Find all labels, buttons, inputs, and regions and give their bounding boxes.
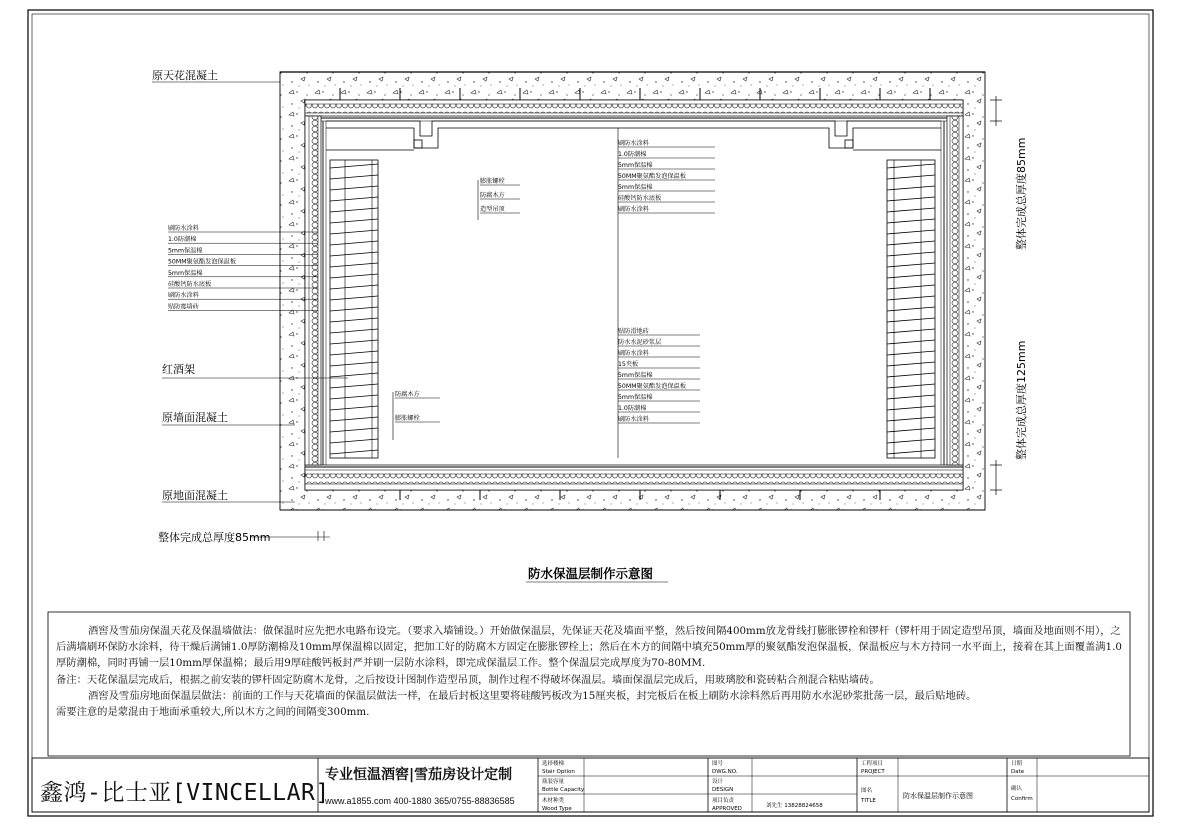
rack-rung	[330, 252, 378, 256]
floor-anchor-label: 防腐木方	[395, 391, 420, 398]
rack-rung	[330, 175, 378, 179]
note-paragraph-2: 备注：天花保温层完成后，根据之前安装的锣杆固定防腐木龙骨，之后按设计图制作造型吊顶，制作过程不得破坏保温层。墙面保温层完成后，用玻璃胶和瓷砖粘合剂混合粘贴墙砖。	[56, 673, 880, 686]
tb-design-en: DESIGN	[712, 787, 734, 793]
ceiling-anchor-label: 防腐木方	[480, 192, 505, 199]
brand-slogan: 专业恒温酒窖|雪茄房设计定制	[325, 767, 513, 783]
wall-layer-label: 5mm保温棉	[168, 269, 203, 277]
tb-bottle-capacity-en: Bottle Capacity	[542, 787, 585, 793]
rack-rung	[330, 197, 378, 201]
tb-date-en: Date	[1011, 769, 1025, 775]
tb-title-en: TITLE	[861, 798, 876, 804]
rack-rung	[330, 208, 378, 212]
rack-rung	[330, 439, 378, 443]
floor-anchor-label: 膨胀螺栓	[395, 415, 420, 422]
ceiling-layer-label: 5mm保温棉	[618, 184, 653, 191]
ceiling-anchor-label: 膨胀螺栓	[480, 178, 505, 185]
note-paragraph-1: 酒窖及雪茄房保温天花及保温墙做法：做保温时应先把水电路布设完。（要求入墙铺设。）开始做保温层，先保证天花及墙面平整，然后按间隔400mm放龙骨线打膨胀锣栓和锣杆（锣杆用于固定造型吊顶，墙面及地面则不用），之后满墙刷环保防水涂料，待干燥后满铺1.0厚防潮棉及10mm厚保温棉以固定，把加工好的防腐木方固定在膨胀锣栓上；然后在木方的间隔中填充50mm厚的聚氨酯发泡保温板，保温板应与木方持同一水平面上，接着在其上面覆盖满1.0厚防潮棉，同时再铺一层10mm厚保温棉；最后用9厚硅酸钙板封严并刷一层防水涂料，即完成保温层工作。整个保温层完成厚度为70-80MM.	[56, 625, 1122, 670]
brand-contact: www.a1855.com 400-1880 365/0755-88836585	[325, 796, 515, 806]
floor-layer-label: 15夹板	[618, 361, 639, 368]
rack-rung	[330, 164, 378, 168]
rack-rung	[330, 384, 378, 388]
rack-rung	[330, 395, 378, 399]
dimension-marks	[990, 96, 1002, 495]
layer-labels-wall-left	[168, 224, 236, 310]
tb-date-cn: 日期	[1011, 761, 1023, 767]
tb-approved-en: APPROVED	[712, 806, 742, 812]
callout-wall-concrete: 原墙面混凝土	[162, 411, 228, 424]
rack-rung	[330, 318, 378, 322]
floor-layer-label: 刷防水涂料	[618, 350, 649, 357]
dimension-right-bottom: 整体完成总厚度125mm	[1015, 340, 1028, 460]
tb-project-en: PROJECT	[861, 769, 885, 775]
rack-rung	[330, 263, 378, 267]
rack-rung	[330, 351, 378, 355]
rack-rung	[330, 340, 378, 344]
tb-title-cn: 图名	[861, 788, 873, 794]
floor-layer-label: 贴防滑地砖	[618, 328, 649, 335]
rack-rung	[330, 417, 378, 421]
floor-layer-label: 5mm保温棉	[618, 394, 653, 401]
rack-rung	[330, 285, 378, 289]
rack-rung	[330, 428, 378, 432]
tb-stair-option-en: Stair Option	[542, 769, 575, 775]
tb-bottle-capacity-cn: 瓶装容量	[542, 779, 565, 785]
rack-rung	[330, 373, 378, 377]
floor-layer-label: 1.0防潮棉	[618, 405, 647, 412]
rack-rung	[330, 186, 378, 190]
ceiling-layer-label: 刷防水涂料	[618, 140, 649, 147]
callout-ceiling-concrete: 原天花混凝土	[152, 69, 218, 82]
tb-approved-value: 刘先生 13828824658	[766, 803, 823, 809]
ceiling-layer-label: 1.0防潮棉	[618, 151, 647, 158]
callout-floor-concrete: 原地面混凝土	[162, 489, 228, 502]
rack-rung	[330, 450, 378, 454]
layer-labels-ceiling-left	[480, 177, 506, 213]
tb-dwg-no-en: DWG.NO.	[712, 769, 738, 775]
rack-rung	[330, 406, 378, 410]
rack-rung	[330, 219, 378, 223]
rack-rung	[330, 296, 378, 300]
note-paragraph-4: 需要注意的是蒙混由于地面承重较大,所以木方之间的间隔变300mm.	[56, 706, 370, 719]
dimension-right-top: 整体完成总厚度85mm	[1015, 137, 1028, 250]
layer-labels-floor-left	[395, 390, 421, 422]
ceiling-layer-label: 硅酸钙防水底板	[618, 195, 662, 202]
right-wall-insulation	[941, 116, 963, 465]
tb-confirm-en: Confirm	[1011, 796, 1033, 802]
wall-layer-label: 贴防霉墙砖	[168, 303, 199, 311]
ceiling-layer-label: 刷防水涂料	[618, 206, 649, 213]
brand-name: 鑫鸿-比士亚[VINCELLAR]	[40, 780, 330, 806]
ceiling-anchor-label: 造型吊顶	[480, 206, 505, 213]
rack-rung	[330, 274, 378, 278]
wall-layer-label: 刷防水涂料	[168, 225, 199, 232]
rack-rung	[330, 307, 378, 311]
rack-rung	[330, 362, 378, 366]
concrete-shell	[280, 72, 985, 510]
ceiling-layer-label: 50MM聚氨酯发泡保温板	[618, 173, 687, 180]
wall-layer-label: 硅酸钙防水底板	[168, 281, 212, 288]
callout-wine-rack: 红酒架	[162, 363, 195, 376]
tb-stair-option-cn: 选择楼梯	[542, 761, 565, 767]
rack-rung	[330, 230, 378, 234]
wall-layer-label: 1.0防潮棉	[168, 236, 197, 244]
tb-project-cn: 工程项目	[861, 761, 884, 767]
wine-rack-left	[330, 160, 378, 458]
callout-total-thickness-bottom: 整体完成总厚度85mm	[158, 531, 271, 544]
floor-layer-label: 5mm保温棉	[618, 372, 653, 379]
drawing-title: 防水保温层制作示意图	[528, 566, 654, 581]
floor-layer-label: 刷防水涂料	[618, 416, 649, 423]
construction-notes	[56, 623, 1122, 747]
tb-wood-type-en: Wood Type	[542, 806, 572, 812]
left-wall-insulation	[305, 116, 326, 465]
tb-wood-type-cn: 木材种类	[542, 798, 565, 804]
title-block-fields	[542, 759, 1033, 812]
note-paragraph-3: 酒窖及雪茄房地面保温层做法：前面的工作与天花墙面的保温层做法一样，在最后封板这里要将硅酸钙板改为15厘夹板，封完板后在板上刷防水涂料然后再用防水水泥砂浆批荡一层，最后贴地砖。	[88, 689, 977, 702]
floor-layer-label: 50MM聚氨酯发泡保温板	[618, 383, 687, 390]
tb-title-value: 防水保温层制作示意图	[903, 792, 973, 800]
wine-rack-right	[887, 160, 935, 458]
ceiling-layer-label: 5mm保温棉	[618, 162, 653, 169]
rack-rung	[330, 241, 378, 245]
floor-layer-label: 防水水泥砂浆层	[618, 339, 662, 346]
wall-layer-label: 刷防水涂料	[168, 292, 199, 300]
tb-confirm-cn: 确认	[1011, 786, 1023, 792]
rack-rung	[330, 329, 378, 333]
wall-layer-label: 50MM聚氨酯发泡保温板	[168, 258, 237, 266]
tb-approved-cn: 项目负责	[712, 798, 735, 804]
layer-labels-floor	[618, 327, 686, 423]
tb-design-cn: 设计	[712, 779, 724, 785]
wall-layer-label: 5mm保温棉	[168, 247, 203, 255]
tb-dwg-no-cn: 图号	[712, 761, 724, 767]
